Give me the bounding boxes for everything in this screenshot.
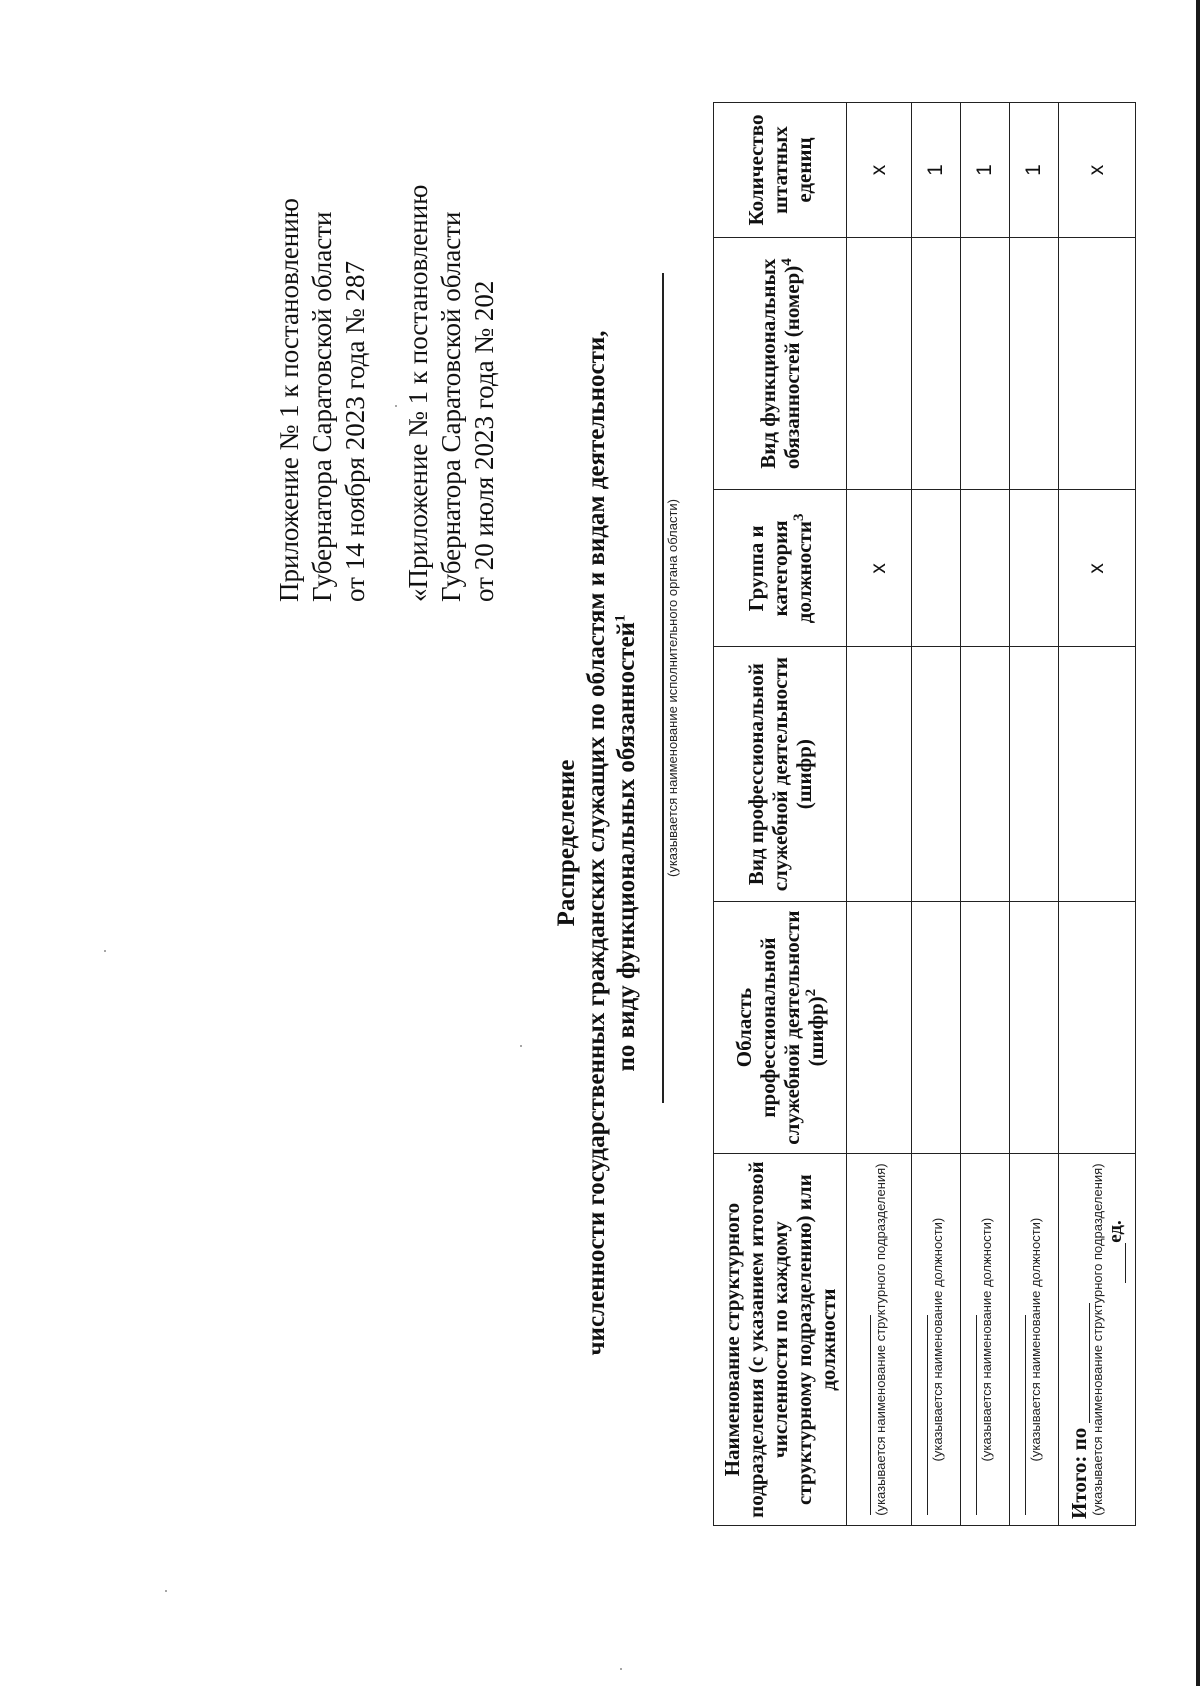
table-header-row [714,103,847,1526]
rotated-document [90,43,1126,1643]
approval-stamp-previous [402,185,501,602]
total-area-cell [1059,901,1136,1153]
row-name-cell [847,1154,912,1526]
row-kind-cell [912,647,961,902]
row-area-cell [847,901,912,1153]
row-group-cell: х [847,490,912,647]
row-group-cell [961,490,1010,647]
fill-line [927,1315,928,1515]
header-area [714,901,847,1153]
row-hint: (указывается наименование должности) [978,1217,994,1462]
row-group-cell [912,490,961,647]
fill-line [870,1315,871,1515]
footnote-ref-2: 2 [803,988,819,997]
row-func-cell [847,238,912,490]
row-kind-cell [961,647,1010,902]
header-name [714,1154,847,1526]
fill-line [1025,1315,1026,1515]
staff-distribution-table [713,102,1136,1526]
row-name-cell [912,1154,961,1526]
org-name-fill-line [662,273,664,1103]
header-func [714,238,847,490]
title-heading: Распределение [553,759,580,927]
total-func-cell [1059,238,1136,490]
header-count-text: Количество штатных едениц [744,114,816,226]
stamp-current-line1: Приложение № 1 к постановлению [274,198,304,602]
header-count [714,103,847,238]
scan-edge [1196,0,1200,1686]
fill-line [976,1315,977,1515]
row-count-cell: 1 [1010,103,1059,238]
total-kind-cell [1059,647,1136,902]
row-group-cell [1010,490,1059,647]
row-kind-cell [1010,647,1059,902]
header-group [714,490,847,647]
stamp-previous-line2: Губернатора Саратовской области [436,211,466,602]
table-row [912,103,961,1526]
table-row [1010,103,1059,1526]
scan-speck [620,1668,622,1670]
title-line-2: численности государственных гражданских служащих по областям и видам деятельности, [583,330,610,1356]
row-func-cell [961,238,1010,490]
footnote-ref-1: 1 [612,614,629,623]
total-unit-text: ед. [1105,1220,1126,1243]
total-label-text: Итого: по [1067,1427,1091,1519]
document-title [552,83,642,1603]
total-label [1068,1160,1090,1519]
stamp-current-line3: от 14 ноября 2023 года № 287 [340,260,370,602]
footnote-ref-4: 4 [779,258,795,266]
table-row [847,103,912,1526]
total-group-cell: х [1059,490,1136,647]
row-func-cell [1010,238,1059,490]
stamp-current-line2: Губернатора Саратовской области [307,211,337,602]
approval-stamp-current [273,198,372,602]
stamp-previous-line1: «Приложение № 1 к постановлению [403,184,433,602]
unit-fill-line [1111,1243,1126,1283]
stamp-previous-line3: от 20 июля 2023 года № 202 [469,280,499,602]
title-line-3 [612,83,642,1603]
table-row [961,103,1010,1526]
header-group-text: Группа и категория должности [744,520,816,624]
total-fill-line [1073,1303,1090,1423]
row-name-cell [961,1154,1010,1526]
row-count-cell: 1 [961,103,1010,238]
row-kind-cell [847,647,912,902]
row-name-cell [1010,1154,1059,1526]
row-count-cell: 1 [912,103,961,238]
row-hint: (указывается наименование должности) [1027,1217,1043,1462]
header-kind [714,647,847,902]
header-area-text: Область профессиональной служебной деятельности (шифр) [732,910,828,1145]
row-hint: (указывается наименование должности) [929,1217,945,1462]
row-area-cell [1010,901,1059,1153]
row-hint: (указывается наименование структурного подразделения) [872,1163,888,1516]
total-unit [1106,1160,1126,1519]
row-area-cell [912,901,961,1153]
total-hint: (указывается наименование структурного подразделения) [1090,1163,1105,1516]
row-count-cell: х [847,103,912,238]
header-func-text: Вид функциональных обязанностей (номер) [756,258,804,470]
footnote-ref-3: 3 [791,513,807,522]
header-name-text: Наименование структурного подразделения (с указанием итоговой численности по каждому структурному подразделению) или должности [720,1161,840,1518]
total-name-cell [1059,1154,1136,1526]
total-count-cell: х [1059,103,1136,238]
org-name-caption: (указывается наименование исполнительного органа области) [665,498,680,878]
table-total-row [1059,103,1136,1526]
header-kind-text: Вид профессиональной служебной деятельности (шифр) [744,657,816,892]
row-func-cell [912,238,961,490]
title-line-3-text: по виду функциональных обязанностей [613,622,640,1072]
row-area-cell [961,901,1010,1153]
